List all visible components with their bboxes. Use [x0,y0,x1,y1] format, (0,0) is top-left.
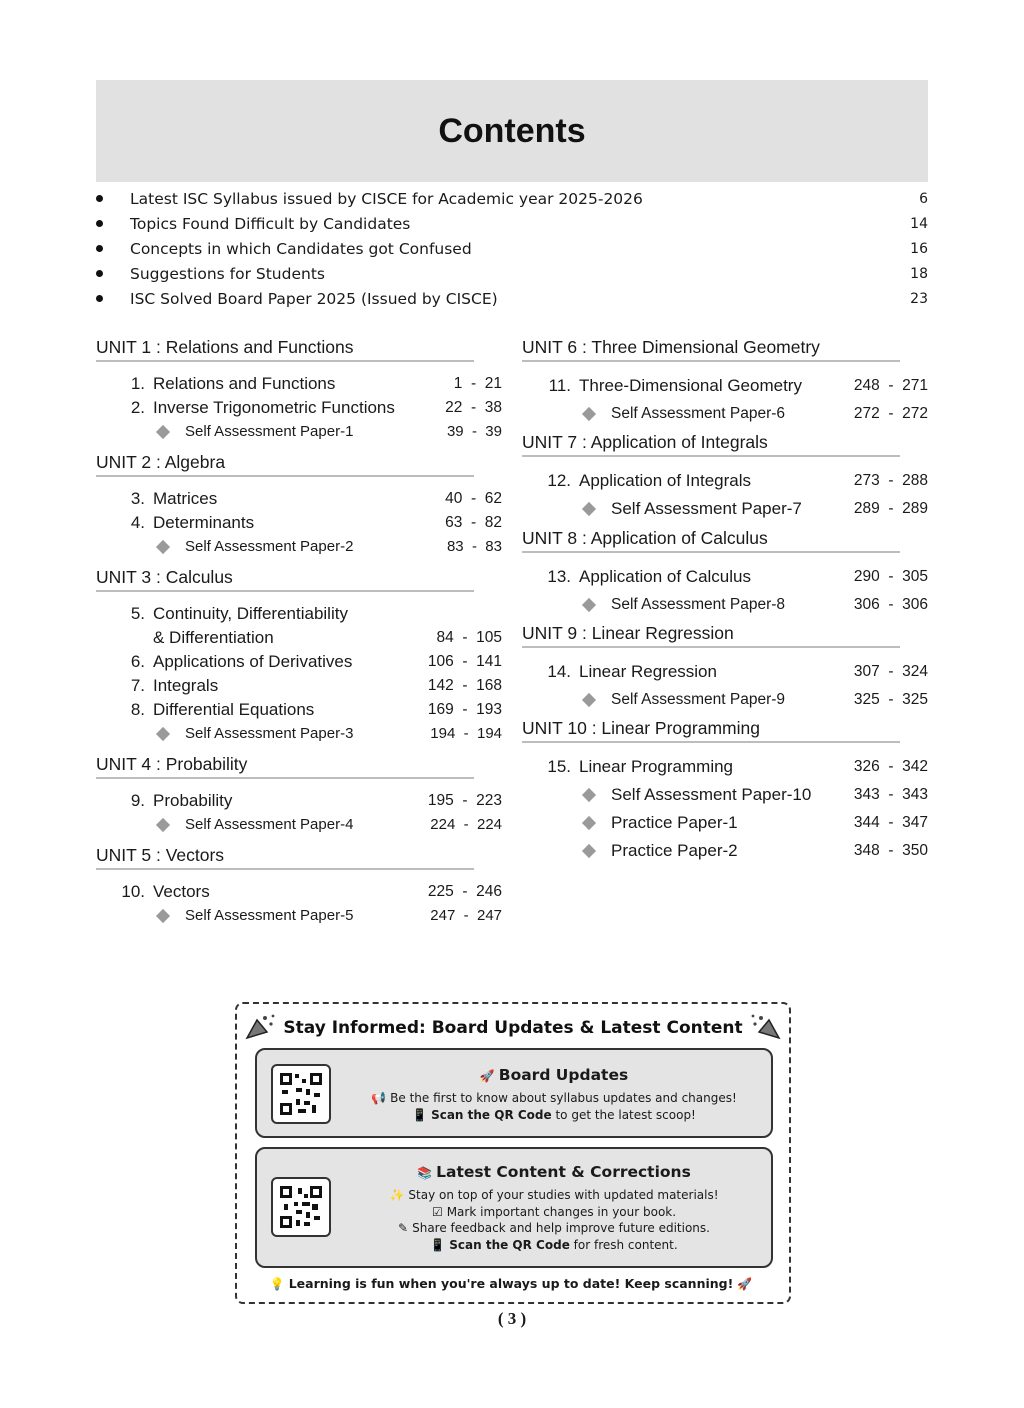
practice-paper-pages: 348 - 350 [853,842,928,859]
card-line: ☑ Mark important changes in your book. [431,1204,677,1219]
latest-content-card [255,1147,773,1268]
chapter-pages: 169 - 193 [427,701,502,718]
intro-item-page: 14 [910,215,928,232]
chapter-number: 15. [547,757,571,776]
assessment-entry[interactable] [96,420,502,443]
assessment-title: Self Assessment Paper-7 [611,499,802,518]
practice-paper-title: Practice Paper-2 [611,841,738,860]
chapter-entry[interactable] [522,563,928,591]
chapter-number: 12. [547,471,571,490]
assessment-title: Self Assessment Paper-9 [611,690,786,708]
chapter-number: 6. [130,652,145,671]
diamond-icon [582,692,596,706]
assessment-entry[interactable] [522,591,928,618]
assessment-pages: 272 - 272 [853,404,928,422]
panel-footer: 💡 Learning is fun when you're always up to date! Keep scanning! 🚀 [269,1276,753,1291]
chapter-pages: 273 - 288 [853,472,928,489]
chapter-pages: 142 - 168 [427,677,502,694]
chapter-title: Application of Calculus [579,567,751,586]
diamond-icon [582,502,596,516]
chapter-title: Three-Dimensional Geometry [579,376,802,395]
assessment-title: Self Assessment Paper-10 [611,785,812,804]
chapter-title: Linear Programming [579,757,734,776]
chapter-entry[interactable] [96,602,502,626]
chapter-entry[interactable] [96,396,502,420]
assessment-entry[interactable] [96,722,502,745]
chapter-number: 9. [130,791,145,810]
page-number: ( 3 ) [497,1309,527,1328]
assessment-pages: 224 - 224 [430,816,502,833]
party-popper-icon [749,1012,783,1042]
diamond-icon [156,908,170,922]
chapter-pages: 84 - 105 [436,629,502,646]
assessment-pages: 289 - 289 [853,500,928,517]
diamond-icon [582,816,596,830]
bullet-icon [96,195,103,202]
practice-paper-title: Practice Paper-1 [611,813,738,832]
assessment-pages: 343 - 343 [853,786,928,803]
unit-heading: UNIT 4 : Probability [96,751,474,779]
chapter-number: 8. [130,700,145,719]
intro-item[interactable] [96,186,928,211]
chapter-title: Probability [153,791,233,810]
chapter-pages: 63 - 82 [445,514,502,531]
chapter-title: Continuity, Differentiability [153,604,348,623]
bullet-icon [96,295,103,302]
chapter-entry-continued[interactable] [96,626,502,650]
toc-right-column [522,334,928,865]
intro-list [96,186,928,311]
intro-item-page: 6 [919,190,928,207]
chapter-entry[interactable] [522,658,928,686]
chapter-number: 5. [130,604,145,623]
chapter-entry[interactable] [96,698,502,722]
intro-item-page: 18 [910,265,928,282]
assessment-entry[interactable] [96,813,502,836]
assessment-title: Self Assessment Paper-4 [185,816,354,833]
chapter-pages: 22 - 38 [445,399,502,416]
unit-heading: UNIT 1 : Relations and Functions [96,334,474,362]
assessment-pages: 306 - 306 [853,595,928,613]
pencil-icon: ✎ [398,1221,409,1235]
chapter-pages: 248 - 271 [853,377,928,394]
intro-item-label: Suggestions for Students [130,264,325,283]
chapter-title: Applications of Derivatives [153,652,353,671]
chapter-number: 7. [130,676,145,695]
board-updates-card [255,1048,773,1138]
rocket-icon: 🚀 [737,1277,753,1291]
assessment-title: Self Assessment Paper-1 [185,423,354,440]
chapter-entry[interactable] [522,753,928,781]
chapter-entry[interactable] [522,467,928,495]
chapter-pages: 326 - 342 [853,758,928,775]
books-icon: 📚 [417,1166,433,1180]
chapter-number: 14. [547,662,571,681]
intro-item-label: Concepts in which Candidates got Confused [130,239,472,258]
chapter-entry[interactable] [96,511,502,535]
intro-item[interactable] [96,236,928,261]
card-line: 📱 Scan the QR Code to get the latest scoop! [412,1107,696,1122]
chapter-entry[interactable] [96,789,502,813]
qr-code-icon[interactable] [271,1064,331,1124]
assessment-entry[interactable] [522,400,928,427]
unit-heading: UNIT 7 : Application of Integrals [522,429,900,457]
unit-heading: UNIT 10 : Linear Programming [522,715,900,743]
chapter-title: Relations and Functions [153,374,336,393]
practice-paper-entry[interactable] [522,809,928,837]
unit-heading: UNIT 9 : Linear Regression [522,620,900,648]
qr-code-icon[interactable] [271,1177,331,1237]
assessment-entry[interactable] [522,495,928,523]
chapter-title: Vectors [153,882,210,901]
chapter-title: Application of Integrals [579,471,751,490]
chapter-title: Matrices [153,489,218,508]
card-line: 📢 Be the first to know about syllabus updates and changes! [371,1091,737,1105]
chapter-number: 11. [548,376,571,395]
megaphone-icon: 📢 [371,1091,387,1105]
chapter-title: Linear Regression [579,662,717,681]
chapter-number: 10. [121,882,145,901]
rocket-icon: 🚀 [479,1069,495,1083]
chapter-entry[interactable] [96,372,502,396]
chapter-entry[interactable] [522,372,928,400]
chapter-entry[interactable] [96,487,502,511]
intro-item[interactable] [96,211,928,236]
chapter-pages: 225 - 246 [427,883,502,900]
assessment-title: Self Assessment Paper-5 [185,907,354,924]
chapter-title: Determinants [153,513,255,532]
chapter-pages: 307 - 324 [853,663,928,680]
assessment-title: Self Assessment Paper-6 [611,404,786,422]
intro-item-label: Latest ISC Syllabus issued by CISCE for Academic year 2025-2026 [130,189,643,208]
chapter-entry[interactable] [96,674,502,698]
unit-heading: UNIT 5 : Vectors [96,842,474,870]
phone-icon: 📱 [430,1237,446,1252]
card-line: ✨ Stay on top of your studies with updated materials! [389,1188,719,1202]
card-heading: 🚀 Board Updates [479,1066,629,1084]
card-line: 📱 Scan the QR Code for fresh content. [430,1237,678,1252]
chapter-number: 1. [130,374,145,393]
page-title: Contents [438,111,586,150]
chapter-number: 13. [547,567,571,586]
intro-item-page: 16 [910,240,928,257]
diamond-icon [156,817,170,831]
assessment-pages: 325 - 325 [853,690,928,708]
phone-icon: 📱 [412,1107,428,1122]
unit-heading: UNIT 6 : Three Dimensional Geometry [522,334,900,362]
toc-left-column [96,334,502,927]
bullet-icon [96,270,103,277]
chapter-pages: 40 - 62 [445,490,502,507]
checkbox-icon: ☑ [431,1204,443,1219]
unit-heading: UNIT 2 : Algebra [96,449,474,477]
chapter-number: 3. [130,489,145,508]
intro-item[interactable] [96,261,928,286]
contents-title-band [96,80,928,182]
sparkles-icon: ✨ [389,1188,405,1202]
assessment-title: Self Assessment Paper-8 [611,595,786,613]
diamond-icon [582,844,596,858]
chapter-title-line2: & Differentiation [153,628,274,647]
assessment-entry[interactable] [522,686,928,713]
assessment-entry[interactable] [522,781,928,809]
bullet-icon [96,245,103,252]
chapter-title: Differential Equations [153,700,315,719]
lightbulb-icon: 💡 [269,1277,285,1291]
intro-item-label: ISC Solved Board Paper 2025 (Issued by CISCE) [130,289,498,308]
panel-title: Stay Informed: Board Updates & Latest Content [283,1018,743,1038]
assessment-entry[interactable] [96,904,502,927]
chapter-entry[interactable] [96,880,502,904]
stay-informed-panel [235,1002,791,1304]
diamond-icon [582,406,596,420]
assessment-pages: 39 - 39 [446,423,502,440]
assessment-title: Self Assessment Paper-2 [185,538,354,555]
assessment-pages: 83 - 83 [446,538,502,555]
diamond-icon [582,597,596,611]
chapter-number: 4. [130,513,145,532]
intro-item[interactable] [96,286,928,311]
chapter-number: 2. [130,398,145,417]
assessment-entry[interactable] [96,535,502,558]
unit-heading: UNIT 3 : Calculus [96,564,474,592]
diamond-icon [156,539,170,553]
chapter-title: Inverse Trigonometric Functions [153,398,395,417]
assessment-pages: 247 - 247 [430,907,502,924]
chapter-entry[interactable] [96,650,502,674]
intro-item-label: Topics Found Difficult by Candidates [130,214,411,233]
diamond-icon [582,788,596,802]
chapter-title: Integrals [153,676,219,695]
chapter-pages: 106 - 141 [427,653,502,670]
chapter-pages: 290 - 305 [853,568,928,585]
card-heading: 📚 Latest Content & Corrections [417,1163,691,1181]
chapter-pages: 1 - 21 [453,375,502,392]
card-line: ✎ Share feedback and help improve future editions. [398,1221,710,1235]
intro-item-page: 23 [910,290,928,307]
chapter-pages: 195 - 223 [427,792,502,809]
practice-paper-entry[interactable] [522,837,928,865]
assessment-pages: 194 - 194 [430,725,502,742]
diamond-icon [156,726,170,740]
unit-heading: UNIT 8 : Application of Calculus [522,525,900,553]
practice-paper-pages: 344 - 347 [853,814,928,831]
assessment-title: Self Assessment Paper-3 [185,725,354,742]
diamond-icon [156,424,170,438]
bullet-icon [96,220,103,227]
